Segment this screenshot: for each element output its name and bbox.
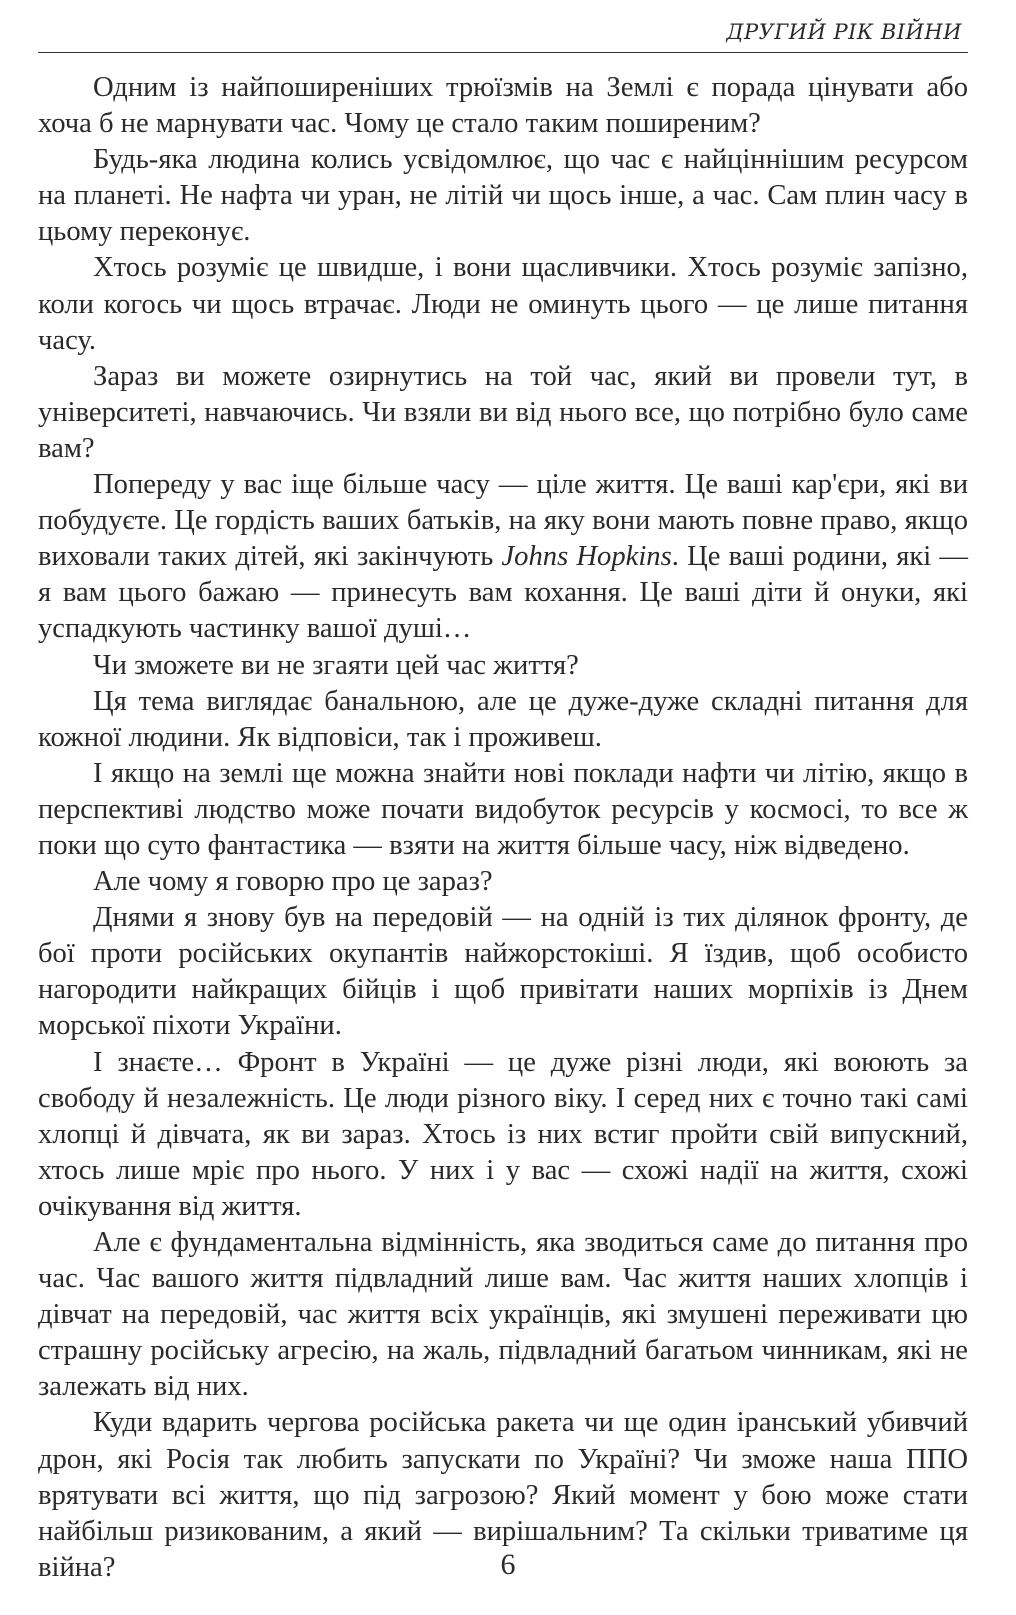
- paragraph: Але є фундаментальна відмінність, яка зводиться саме до питання про час. Час вашого життя підвладний лише вам. Час життя наших хлопців і дівчат на передовій, час життя всіх українців, які змушені переживати цю страшну російську агресію, на жаль, підвладний багатьом чинникам, які не залежать від них.: [38, 1227, 968, 1403]
- header-divider: [38, 52, 968, 53]
- running-title: ДРУГИЙ РІК ВІЙНИ: [726, 20, 962, 44]
- body-text: [38, 70, 968, 1586]
- paragraph: І якщо на землі ще можна знайти нові поклади нафти чи літію, якщо в перспективі людство може почати видобуток ресурсів у космосі, то все ж поки що суто фантастика — взяти на життя більше часу, ніж відведено.: [38, 757, 968, 861]
- paragraph: І знаєте… Фронт в Україні — це дуже різні люди, які воюють за свободу й незалежність. Це люди різного віку. І серед них є точно такі самі хлопці й дівчата, як ви зараз. Хтось із них встиг пройти свій випускний, хтось лише мріє про нього. У них і у вас — схожі надії на життя, схожі очікування від життя.: [38, 1046, 968, 1222]
- paragraph: Хтось розуміє це швидше, і вони щасливчики. Хтось розуміє запізно, коли когось чи щось втрачає. Люди не оминуть цього — це лише питання часу.: [38, 252, 968, 356]
- university-name: Johns Hopkins: [501, 541, 672, 573]
- paragraph: Одним із найпоширеніших трюїзмів на Землі є порада цінувати або хоча б не марнувати час. Чому це стало таким поширеним?: [38, 72, 968, 140]
- paragraph: Ця тема виглядає банальною, але це дуже-дуже складні питання для кожної людини. Як відповіси, так і проживеш.: [38, 685, 968, 753]
- page-number: 6: [500, 1548, 516, 1581]
- paragraph: Зараз ви можете озирнутись на той час, який ви провели тут, в університеті, навчаючись. Чи взяли ви від нього все, що потрібно було саме вам?: [38, 360, 968, 464]
- paragraph: Будь-яка людина колись усвідомлює, що час є найціннішим ресурсом на планеті. Не нафта чи уран, не літій чи щось інше, а час. Сам плин часу в цьому переконує.: [38, 144, 968, 248]
- paragraph: Чи зможете ви не згаяти цей час життя?: [93, 649, 579, 681]
- paragraph-text: Попереду у вас іще більше часу — ціле життя. Це ваші кар'єри, які ви побудуєте. Це гордість ваших батьків, на яку вони мають повне право, якщо виховали таких дітей, які закінчують: [38, 469, 968, 573]
- paragraph: [38, 467, 968, 647]
- paragraph: Днями я знову був на передовій — на одній із тих ділянок фронту, де бої проти російських окупантів найжорстокіші. Я їздив, щоб особисто нагородити найкращих бійців і щоб привітати наших морпіхів із Днем морської піхоти України.: [38, 902, 968, 1042]
- paragraph: Але чому я говорю про це зараз?: [93, 866, 493, 898]
- paragraph: Куди вдарить чергова російська ракета чи ще один іранський убивчий дрон, які Росія так любить запускати по Україні? Чи зможе наша ППО врятувати всі життя, що під загрозою? Який момент у бою може стати найбільш ризикованим, а який — вирішальним? Та скільки триватиме ця війна?: [38, 1407, 968, 1583]
- paragraph-text: . Це ваші родини, які — я вам цього бажаю — принесуть вам кохання. Це ваші діти й онуки, які успадкують частинку вашої душі…: [38, 541, 969, 645]
